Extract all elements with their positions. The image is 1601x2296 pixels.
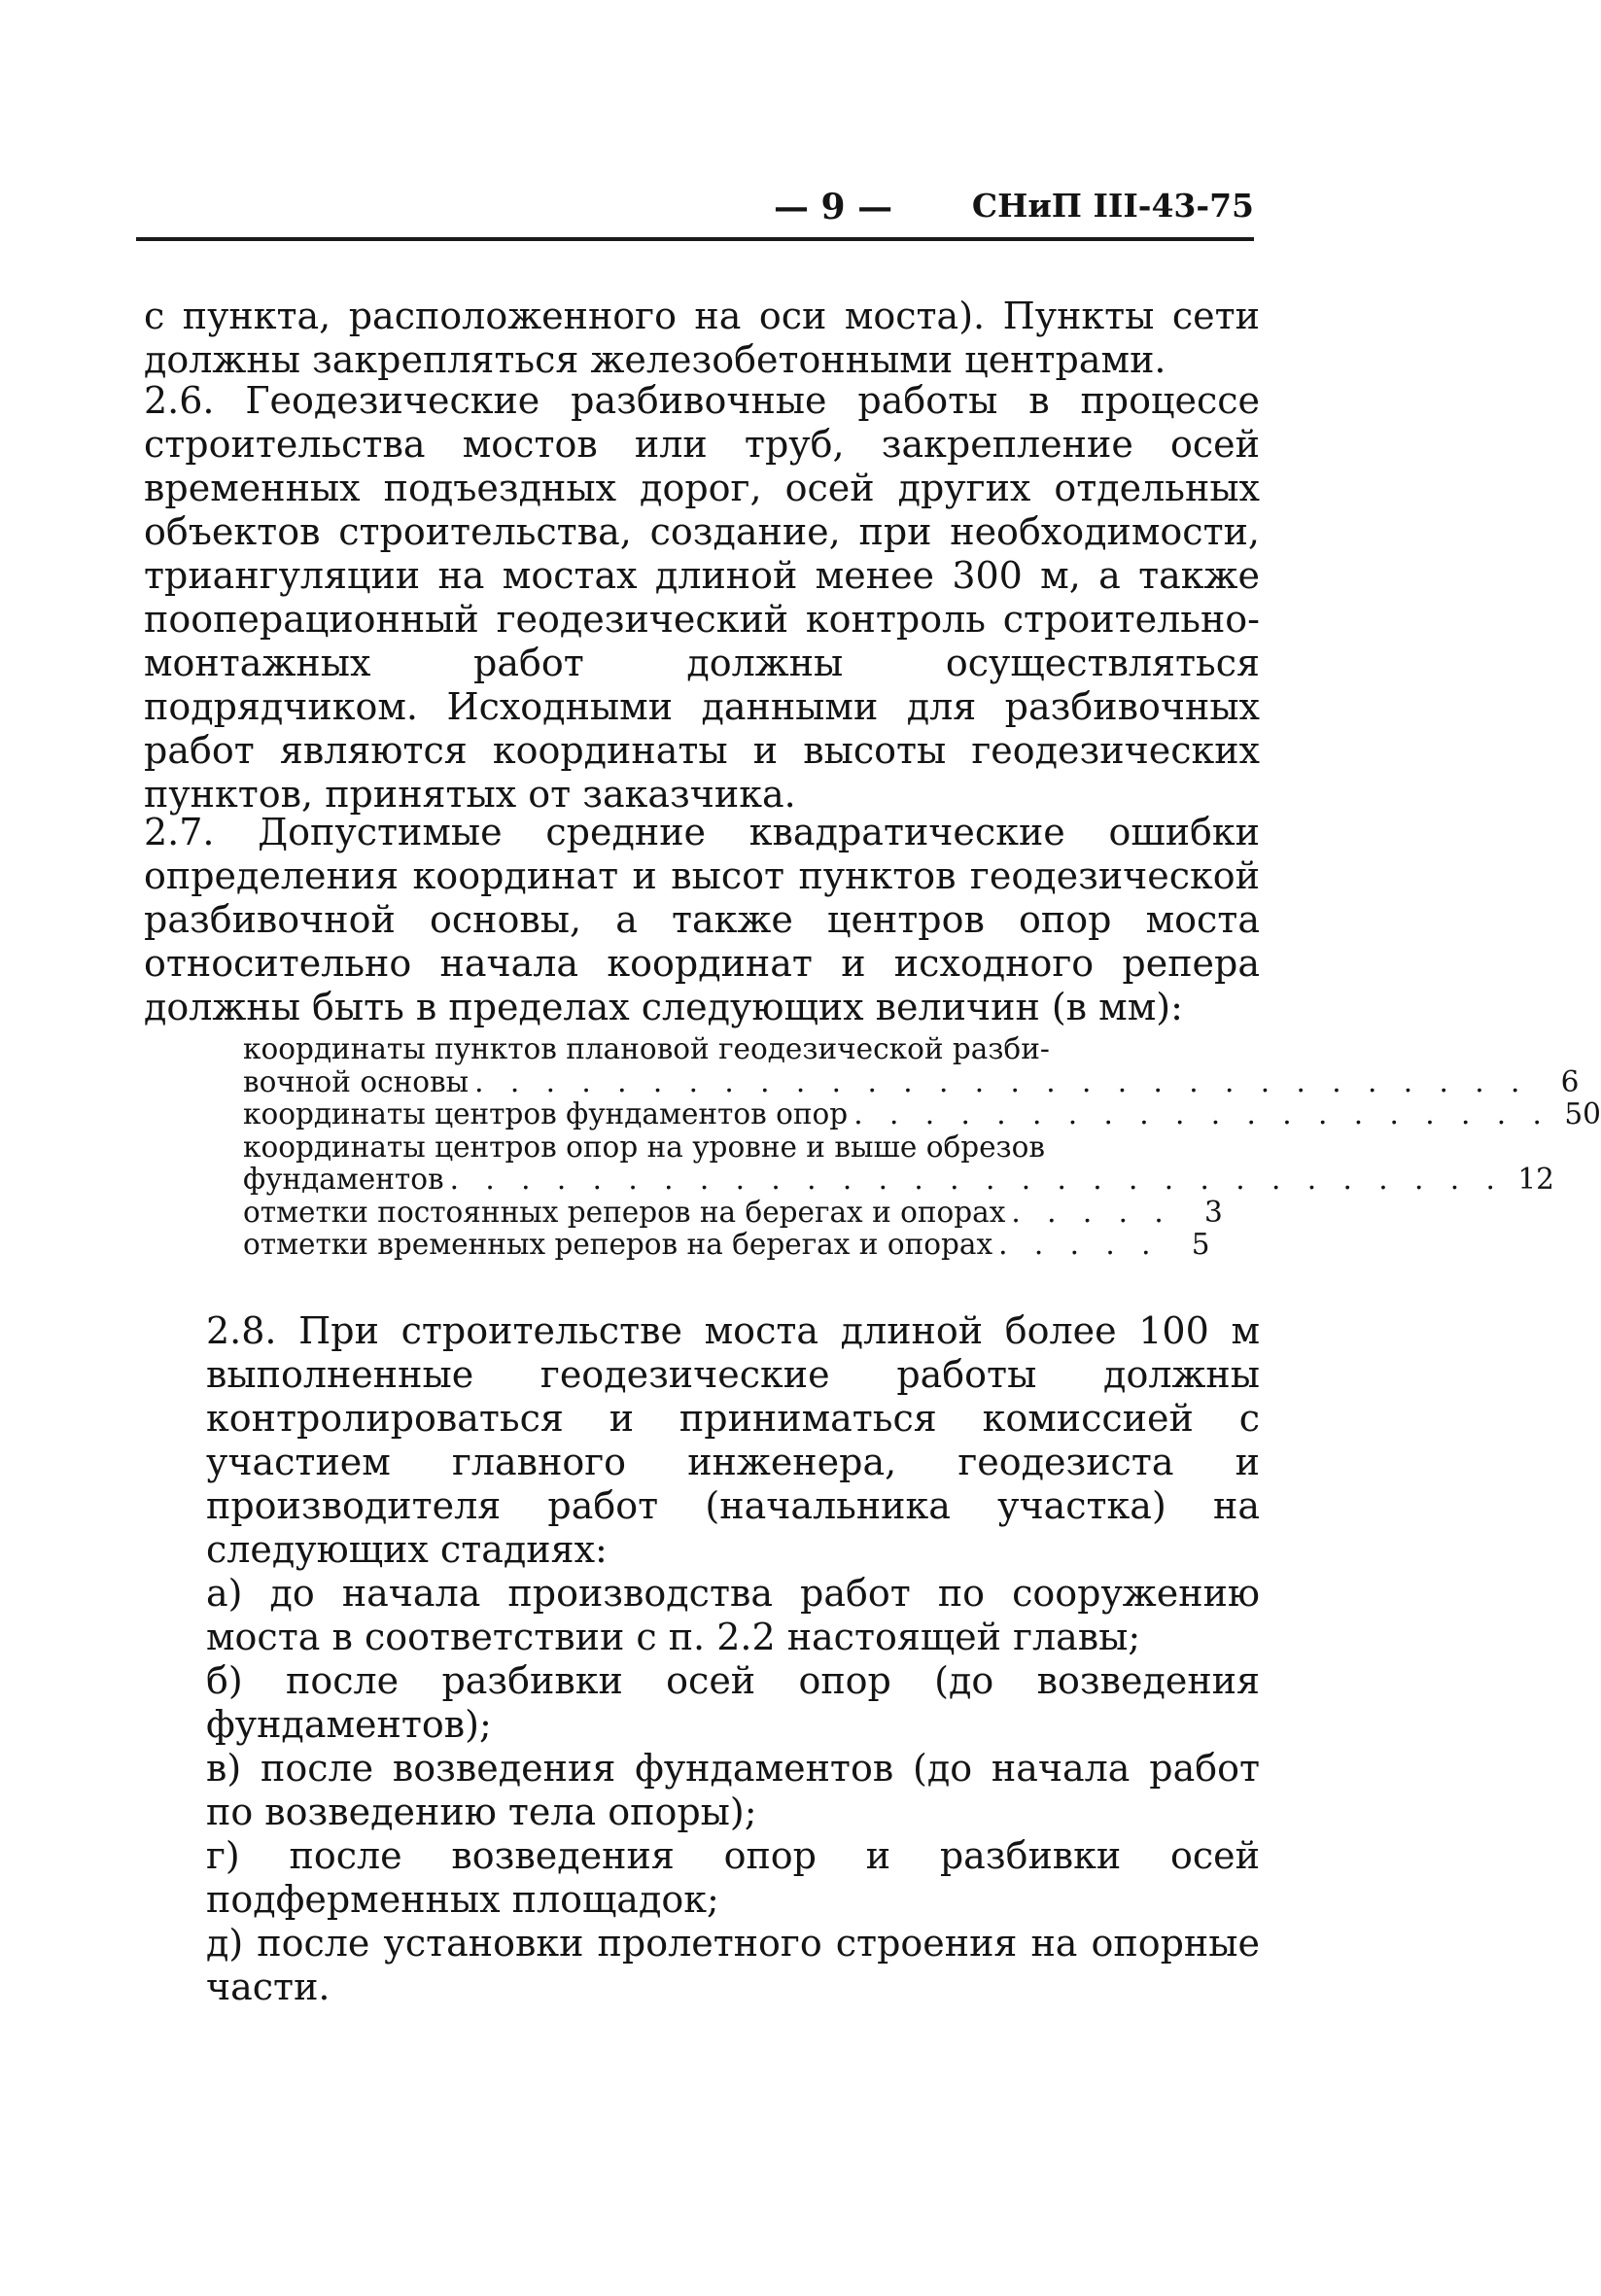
table-row-first-line: координаты пунктов плановой геодезической разби- — [243, 1032, 1050, 1065]
table-row-label: вочной основы — [243, 1064, 470, 1098]
page-number: — 9 — — [774, 187, 893, 227]
table-row-value: 5 — [1191, 1228, 1210, 1261]
stage-item-g: г) после возведения опор и разбивки осей подферменных площадок; — [206, 1834, 1260, 1921]
table-row-label: фундаментов — [243, 1163, 444, 1196]
leader-dots: . . . . . — [998, 1228, 1160, 1261]
continuation-paragraph — [144, 295, 1260, 382]
table-row — [243, 1163, 1554, 1197]
table-row — [243, 1195, 1223, 1230]
table-row — [243, 1064, 1580, 1099]
table-row-value: 3 — [1204, 1195, 1223, 1229]
table-row-label: отметки временных реперов на берегах и опорах — [243, 1228, 993, 1261]
clause-2-6: 2.6. Геодезические разбивочные работы в процессе строительства мостов или труб, закрепление осей временных подъездных дорог, осей других отдельных объектов строительства, создание, при необходимости, триангуляции на мостах длиной менее 300 м, а также пооперационный геодезический контроль строительно-монтажных работ должны осуществляться подрядчиком. Исходными данными для разбивочных работ являются координаты и высоты геодезических пунктов, принятых от заказчика. — [144, 379, 1260, 816]
leader-dots: . . . . . . . . . . . . . . . . . . . . . . . . . . . . . . — [474, 1064, 1529, 1098]
stage-item-a: а) до начала производства работ по сооружению моста в соответствии с п. 2.2 настоящей главы; — [206, 1572, 1260, 1658]
text-line: должны закрепляться железобетонными центрами. — [144, 338, 1166, 381]
table-row-value: 6 — [1560, 1064, 1580, 1098]
table-row-label: отметки постоянных реперов на берегах и опорах — [243, 1195, 1006, 1229]
stage-item-b: б) после разбивки осей опор (до возведения фундаментов); — [206, 1659, 1260, 1746]
page-header — [136, 187, 1254, 245]
tolerances-table — [243, 1032, 1601, 1262]
leader-dots: . . . . . . . . . . . . . . . . . . . . . . . . . . . . . . — [449, 1163, 1504, 1196]
clause-2-7: 2.7. Допустимые средние квадратические ошибки определения координат и высот пунктов геодезической разбивочной основы, а также центров опор моста относительно начала координат и исходного репера должны быть в пределах следующих величин (в мм): — [144, 811, 1260, 1028]
table-row-value: 50 — [1564, 1097, 1601, 1131]
stage-item-v: в) после возведения фундаментов (до начала работ по возведению тела опоры); — [206, 1747, 1260, 1833]
header-rule — [136, 237, 1254, 241]
table-row — [243, 1097, 1601, 1131]
leader-dots: . . . . . — [1011, 1195, 1172, 1229]
stage-item-d: д) после установки пролетного строения на опорные части. — [206, 1922, 1260, 2008]
clause-2-8 — [144, 1309, 1260, 2009]
table-row-first-line: координаты центров опор на уровне и выше обрезов — [243, 1130, 1046, 1164]
text-line: с пункта, расположенного на оси моста). Пункты сети — [144, 295, 1260, 337]
table-row — [243, 1228, 1210, 1262]
clause-2-8-text: 2.8. При строительстве моста длиной более 100 м выполненные геодезические работы должны контролироваться и приниматься комиссией с участием главного инженера, геодезиста и производителя работ (начальника участка) на следующих стадиях: — [206, 1309, 1260, 1571]
document-code: СНиП III-43-75 — [971, 187, 1254, 225]
table-row-label: координаты центров фундаментов опор — [243, 1097, 849, 1131]
table-row-value: 12 — [1517, 1163, 1554, 1196]
leader-dots: . . . . . . . . . . . . . . . . . . . . — [853, 1097, 1550, 1131]
